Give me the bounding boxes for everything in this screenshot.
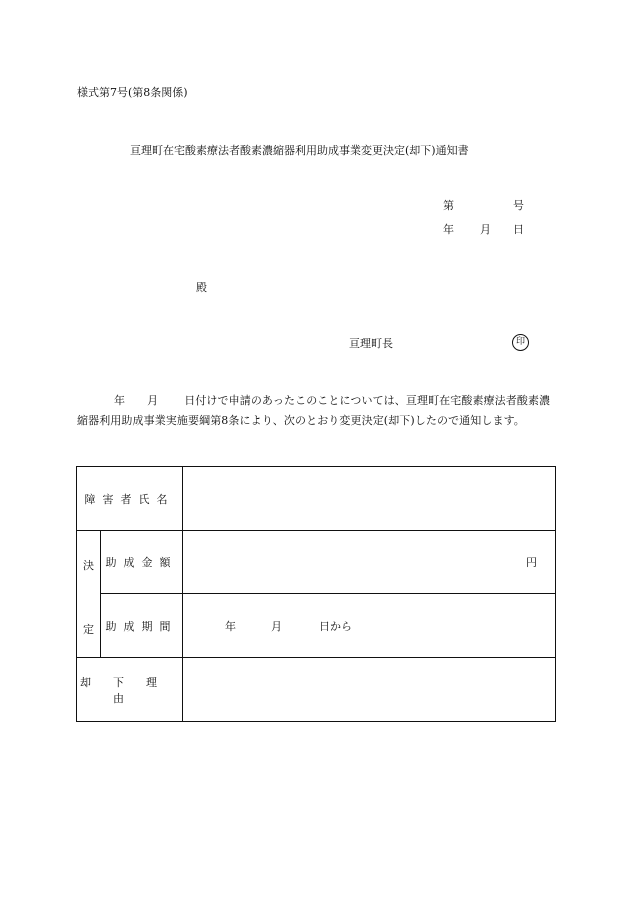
form-number-label: 様式第7号(第8条関係)	[77, 86, 188, 99]
table-row	[77, 594, 556, 658]
document-title: 亘理町在宅酸素療法者酸素濃縮器利用助成事業変更決定(却下)通知書	[130, 144, 469, 157]
subsidy-amount-label: 助成金額	[101, 531, 183, 594]
date-month: 月	[480, 223, 491, 236]
decision-char-2: 定	[83, 623, 94, 636]
table-row	[77, 658, 556, 722]
table-row	[77, 531, 556, 594]
subsidy-period-cell	[183, 594, 556, 658]
amount-unit: 円	[526, 556, 537, 569]
period-month: 月	[271, 619, 282, 633]
body-year: 年	[114, 394, 126, 407]
addressee-suffix: 殿	[196, 281, 207, 294]
subsidy-amount-cell	[183, 531, 556, 594]
notice-form-table	[76, 466, 556, 722]
table-row	[77, 467, 556, 531]
applicant-name-label: 障害者氏名	[77, 467, 183, 531]
body-text: 日付けで申請のあったこのことについては、亘理町在宅酸素療法者酸素濃縮器利用助成事業実施要綱第8条により、次のとおり変更決定(却下)したので通知します。	[77, 394, 551, 427]
date-year: 年	[443, 223, 454, 236]
decision-char-1: 決	[83, 559, 94, 572]
rejection-reason-label: 却下理由	[77, 658, 183, 722]
doc-number-prefix: 第	[443, 199, 454, 212]
date-day: 日	[513, 223, 524, 236]
period-from: 日から	[319, 619, 352, 633]
doc-number-suffix: 号	[513, 199, 524, 212]
body-month: 月	[147, 394, 159, 407]
seal-mark: 印	[512, 334, 529, 351]
issuer-name: 亘理町長	[349, 337, 393, 350]
notice-body	[77, 391, 557, 431]
subsidy-period-label: 助成期間	[101, 594, 183, 658]
rejection-reason-cell	[183, 658, 556, 722]
period-year: 年	[225, 619, 236, 633]
decision-label	[77, 531, 101, 658]
applicant-name-cell	[183, 467, 556, 531]
